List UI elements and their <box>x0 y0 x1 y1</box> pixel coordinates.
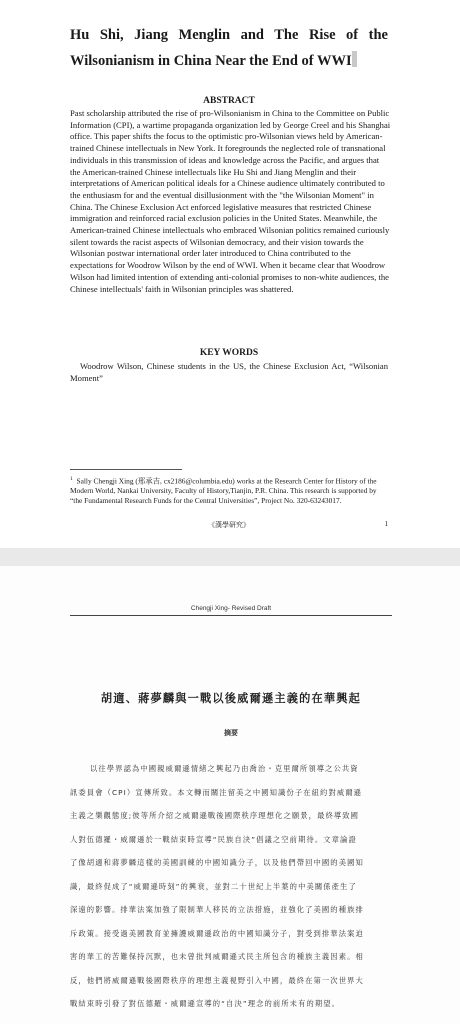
keywords-heading: KEY WORDS <box>199 348 259 358</box>
chinese-abstract-text <box>70 762 392 1021</box>
abstract-text: Past scholarship attributed the rise of pro-Wilsonianism in China to the Committee on Public Information (CPI), a wartime propaganda organization led by George Creel and his Shanghai office. This paper shifts the focus to the optimistic pro-Wilsonian views held by American-trained Chinese intellectuals in New York. It foregrounds the neglected role of transnational individuals in this transmission of ideas and knowledge across the Pacific, and argues that the American-trained Chinese intellectuals like Hu Shi and Jiang Menglin and their interpretations of American political ideals for a Chinese audience ultimately contributed to the enthusiasm for and the eventual disillusionment with the "the Wilsonian Moment" in China. The Chinese Exclusion Act enforced legislative measures that restricted Chinese immigration and reinforced racial exclusion policies in the United States. Meanwhile, the American-trained Chinese intellectuals who embraced Wilsonian politics remained curiously silent towards the racist aspects of Wilsonian democracy, and their vision towards the Wilsonian postwar international order later introduced to China contributed to the expectations for Woodrow Wilson by the end of WWI. When it became clear that Woodrow Wilson had limited intention of extending anti-colonial promises to non-white audiences, the Chinese intellectuals' faith in Wilsonian principles was shattered. <box>70 108 391 294</box>
footnote-divider <box>70 469 182 470</box>
journal-name: 《漢學研究》 <box>208 521 250 529</box>
title-line-2: Wilsonianism in China Near the End of WWI <box>70 52 352 69</box>
page-number: 1 <box>384 520 388 528</box>
chinese-abstract-line: 深遠的影響。排華法案加強了限制華人移民的立法措施，並強化了美國的種族排 <box>70 905 364 914</box>
header-divider <box>70 615 392 616</box>
paper-title <box>70 24 388 72</box>
chinese-abstract-line: 了像胡適和蔣夢麟這樣的美國訓練的中國知識分子，以及他們帶回中國的美國知 <box>70 858 364 867</box>
footnote <box>70 474 390 506</box>
chinese-abstract-line: 斥政策。接受過美國教育並擁護威爾遜政治的中國知識分子，對受到排華法案迫 <box>70 928 364 938</box>
chinese-abstract-line: 訊委員會（CPI）宣傳所致。本文轉而關注留美之中國知識份子在紐約對威爾遜 <box>70 787 363 797</box>
keywords-text: Woodrow Wilson, Chinese students in the US, the Chinese Exclusion Act, “Wilsonian Moment” <box>70 361 388 383</box>
chinese-abstract-line: 戰結束時引發了對伍德羅・威爾遜宣導的“自決”理念的前所未有的期望。 <box>70 999 341 1008</box>
chinese-abstract-line: 反，他們將威爾遜戰後國際秩序的理想主義視野引入中國，最終在第一次世界大 <box>70 975 364 985</box>
footnote-text: Sally Chengji Xing (邢承吉, cx2186@columbia.edu) works at the Research Center for History of the Modern World, Nankai University, Faculty of History,Tianjin, P.R. China. This research is supported by “the Fundamental Research Funds for the Central Universities”, Project No. 320-63243017. <box>70 476 377 506</box>
page-2-header: Chengji Xing- Revised Draft <box>190 605 272 612</box>
chinese-abstract-line: 害的華工的苦難保持沉默，也未曾批判威爾遜式民主所包含的種族主義因素。相 <box>70 952 364 961</box>
chinese-abstract-heading: 摘要 <box>224 729 238 737</box>
abstract-heading: ABSTRACT <box>203 96 255 106</box>
chinese-title: 胡適、蔣夢麟與一戰以後威爾遜主義的在華興起 <box>100 692 362 705</box>
chinese-abstract-line: 主義之樂觀態度;彼等所介紹之威爾遜戰後國際秩序理想化之願景，最終導致國 <box>70 811 360 820</box>
footnote-mark: 1 <box>70 476 73 482</box>
chinese-abstract-line: 人對伍德羅・威爾遜於一戰結束時宣導“民族自決”倡議之空前期待。文章論證 <box>70 834 357 844</box>
chinese-abstract-line: 識，最終促成了“威爾遜時刻”的興衰，並對二十世紀上半葉的中美關係產生了 <box>70 881 357 891</box>
chinese-abstract-line: 以往學界認為中國親威爾遜情緒之興起乃由喬治・克里爾所領導之公共資 <box>90 764 359 773</box>
text-cursor <box>352 51 357 67</box>
title-line-1: Hu Shi, Jiang Menglin and The Rise of the <box>70 27 388 43</box>
